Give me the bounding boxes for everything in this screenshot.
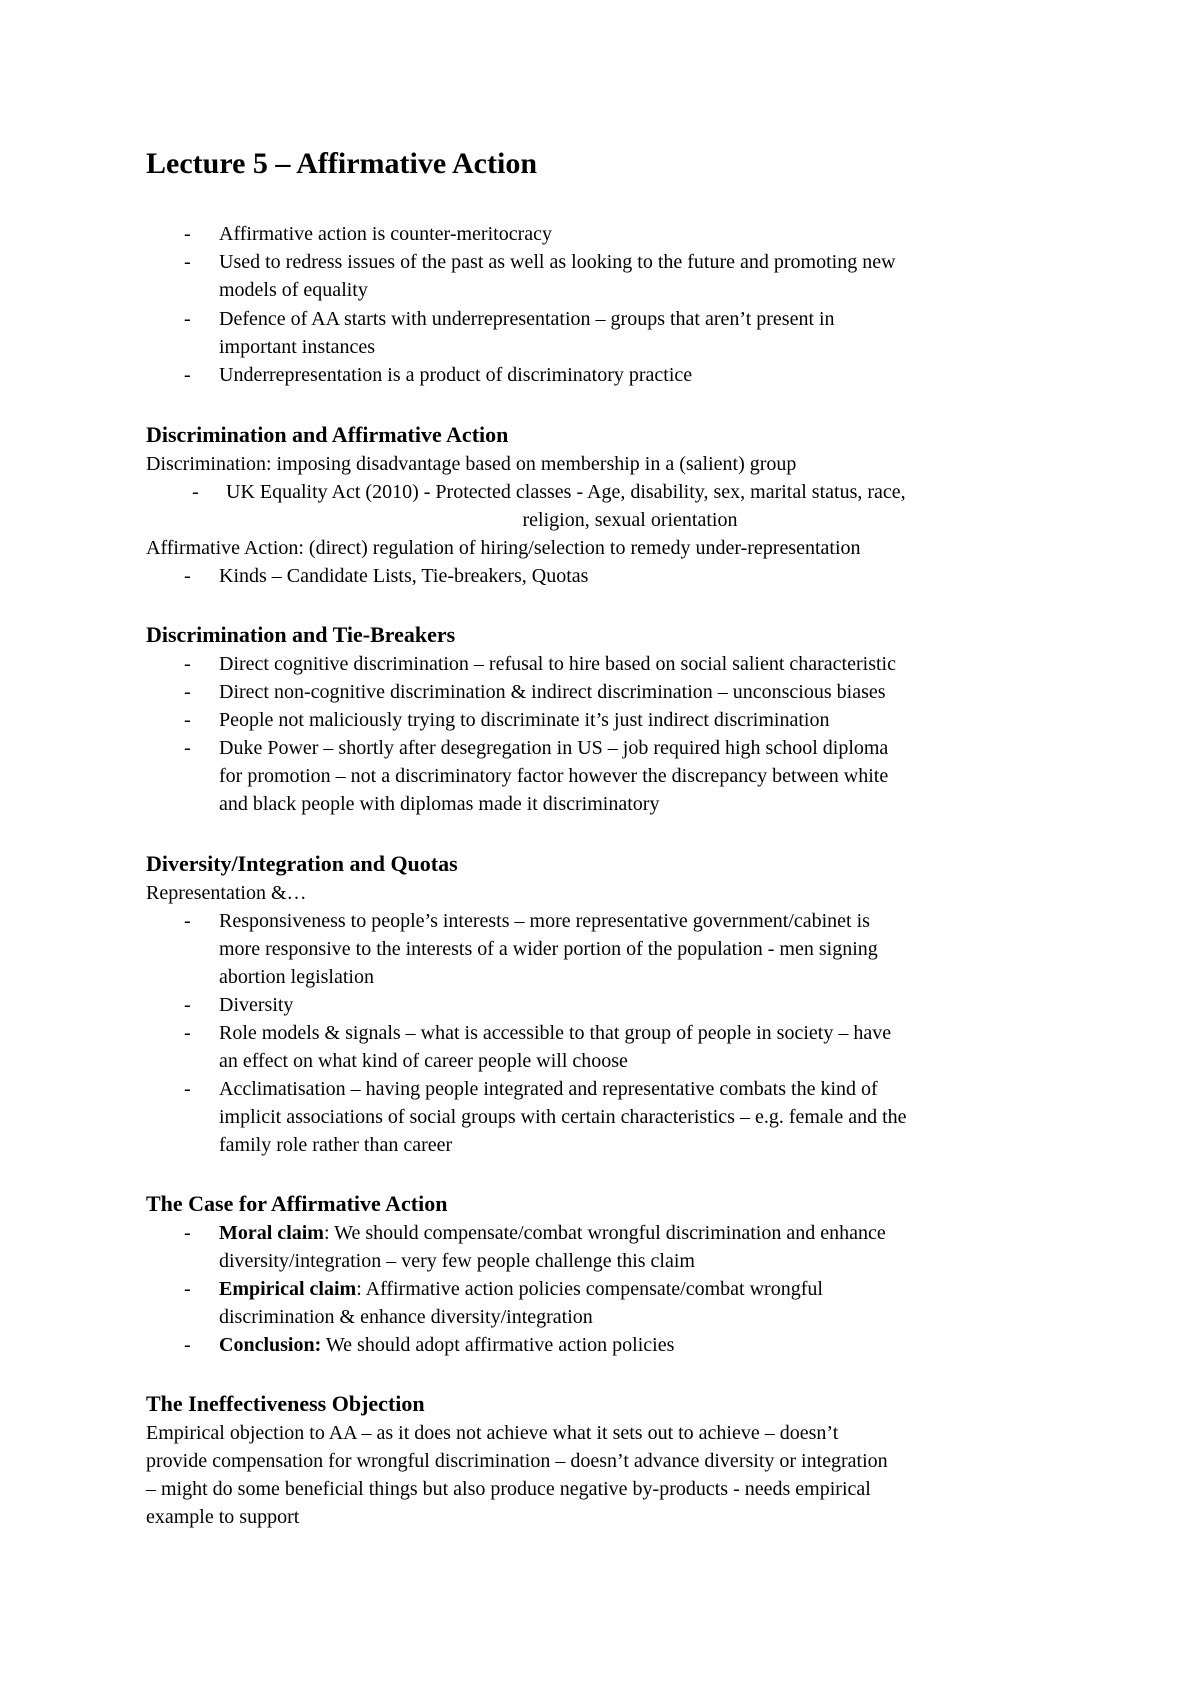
bullet-item-conclusion (219, 1331, 674, 1359)
bullet-dash: - (192, 481, 199, 503)
bullet-dash: - (184, 994, 191, 1016)
bullet-item: Role models & signals – what is accessible to that group of people in society – have (219, 1022, 892, 1044)
empirical-claim-text: : Affirmative action policies compensate/combat wrongful (356, 1278, 823, 1300)
conclusion-text: We should adopt affirmative action policies (321, 1334, 675, 1356)
moral-claim-text: : We should compensate/combat wrongful discrimination and enhance (323, 1222, 886, 1244)
bullet-item: Direct cognitive discrimination – refusal to hire based on social salient characteristic (219, 653, 896, 675)
bullet-item-continued: and black people with diplomas made it discriminatory (219, 793, 660, 815)
bullet-item-continued: implicit associations of social groups with certain characteristics – e.g. female and the (219, 1106, 907, 1128)
paragraph-line: example to support (146, 1506, 300, 1528)
bullet-dash: - (184, 681, 191, 703)
section-heading: Discrimination and Affirmative Action (146, 422, 509, 447)
conclusion-label: Conclusion: (219, 1334, 322, 1356)
bullet-dash: - (184, 308, 191, 330)
sub-bullet-continued: religion, sexual orientation (522, 509, 738, 531)
bullet-dash: - (184, 653, 191, 675)
bullet-dash: - (184, 251, 191, 273)
moral-claim-label: Moral claim (219, 1222, 324, 1244)
paragraph-line: Affirmative Action: (direct) regulation of hiring/selection to remedy under-representation (146, 537, 861, 559)
bullet-item-continued: abortion legislation (219, 966, 374, 988)
bullet-item-continued: diversity/integration – very few people challenge this claim (219, 1250, 695, 1272)
paragraph-line: Discrimination: imposing disadvantage based on membership in a (salient) group (146, 453, 797, 475)
bullet-dash: - (184, 1278, 191, 1300)
bullet-item: Responsiveness to people’s interests – more representative government/cabinet is (219, 910, 870, 932)
intro-bullet: Underrepresentation is a product of discriminatory practice (219, 364, 693, 386)
bullet-dash: - (184, 1078, 191, 1100)
section-heading: The Ineffectiveness Objection (146, 1391, 425, 1416)
bullet-dash: - (184, 737, 191, 759)
bullet-item-empirical-claim (219, 1275, 823, 1303)
bullet-item-continued: discrimination & enhance diversity/integration (219, 1306, 593, 1328)
intro-bullet: Defence of AA starts with underrepresentation – groups that aren’t present in (219, 308, 835, 330)
intro-bullet: Affirmative action is counter-meritocracy (219, 223, 552, 245)
bullet-item: Kinds – Candidate Lists, Tie-breakers, Quotas (219, 565, 589, 587)
bullet-item-continued: family role rather than career (219, 1134, 453, 1156)
intro-bullet-continued: important instances (219, 336, 376, 358)
bullet-dash: - (184, 910, 191, 932)
bullet-dash: - (184, 565, 191, 587)
bullet-item-continued: an effect on what kind of career people will choose (219, 1050, 628, 1072)
paragraph-line: provide compensation for wrongful discrimination – doesn’t advance diversity or integration (146, 1450, 888, 1472)
intro-bullet: Used to redress issues of the past as well as looking to the future and promoting new (219, 251, 896, 273)
bullet-item-moral-claim (219, 1219, 886, 1247)
bullet-item-continued: more responsive to the interests of a wider portion of the population - men signing (219, 938, 878, 960)
empirical-claim-label: Empirical claim (219, 1278, 357, 1300)
bullet-item-continued: for promotion – not a discriminatory factor however the discrepancy between white (219, 765, 889, 787)
section-heading: Diversity/Integration and Quotas (146, 851, 458, 876)
bullet-item: Direct non-cognitive discrimination & indirect discrimination – unconscious biases (219, 681, 886, 703)
sub-bullet: UK Equality Act (2010) - Protected classes - Age, disability, sex, marital status, race, (226, 481, 906, 503)
paragraph-line: Representation &… (146, 882, 307, 904)
bullet-dash: - (184, 364, 191, 386)
intro-bullet-continued: models of equality (219, 279, 368, 301)
bullet-item: Acclimatisation – having people integrated and representative combats the kind of (219, 1078, 878, 1100)
bullet-dash: - (184, 709, 191, 731)
bullet-item: Duke Power – shortly after desegregation in US – job required high school diploma (219, 737, 889, 759)
section-heading: Discrimination and Tie-Breakers (146, 622, 456, 647)
bullet-dash: - (184, 223, 191, 245)
bullet-dash: - (184, 1334, 191, 1356)
page-title: Lecture 5 – Affirmative Action (146, 147, 538, 180)
bullet-item: Diversity (219, 994, 294, 1016)
bullet-dash: - (184, 1222, 191, 1244)
paragraph-line: – might do some beneficial things but also produce negative by-products - needs empirical (146, 1478, 871, 1500)
paragraph-line: Empirical objection to AA – as it does not achieve what it sets out to achieve – doesn’t (146, 1422, 839, 1444)
bullet-item: People not maliciously trying to discriminate it’s just indirect discrimination (219, 709, 830, 731)
section-heading: The Case for Affirmative Action (146, 1191, 448, 1216)
bullet-dash: - (184, 1022, 191, 1044)
